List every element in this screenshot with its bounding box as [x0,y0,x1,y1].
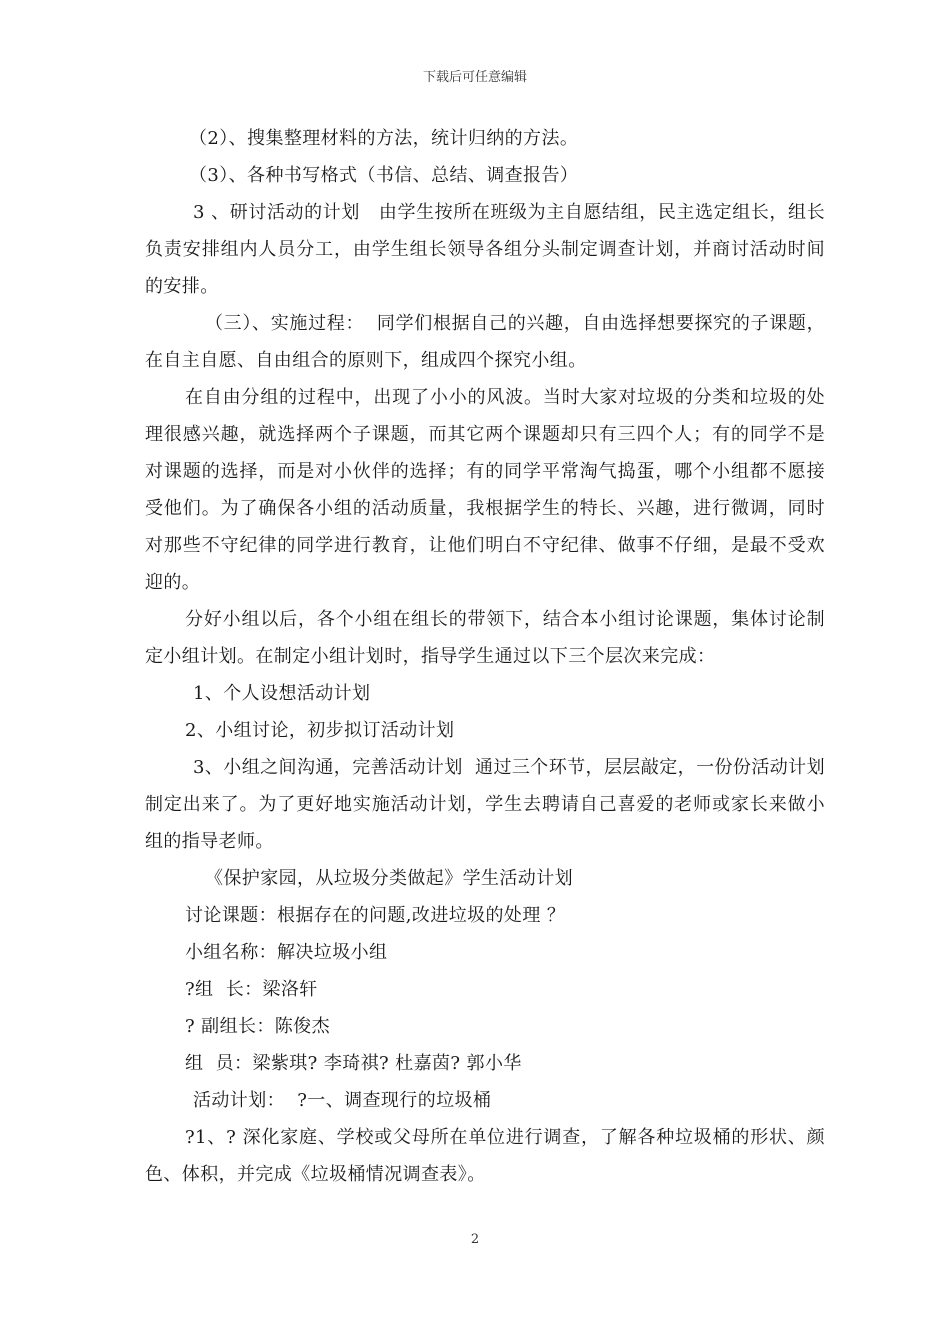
plan-leader: ?组 长：梁洛轩 [185,979,318,1000]
page-number: 2 [470,1232,480,1247]
plan-vice-leader: ? 副组长：陈俊杰 [185,1016,330,1037]
paragraph-group-plan: 分好小组以后，各个小组在组长的带领下，结合本小组讨论课题，集体讨论制定小组计划。在制定小组计划时，指导学生通过以下三个层次来完成： [145,609,825,667]
paragraph-grouping: 在自由分组的过程中，出现了小小的风波。当时大家对垃圾的分类和垃圾的处理很感兴趣，就选择两个子课题，而其它两个课题却只有三四个人；有的同学不是对课题的选择，而是对小伙伴的选择；有的同学平常淘气捣蛋，哪个小组都不愿接受他们。为了确保各小组的活动质量，我根据学生的特长、兴趣，进行微调，同时对那些不守纪律的同学进行教育，让他们明白不守纪律、做事不仔细，是最不受欢迎的。 [145,387,825,593]
plan-title: 《保护家园，从垃圾分类做起》学生活动计划 [205,868,573,889]
document-body [145,120,825,1193]
list-item-step-2: 2、小组讨论，初步拟订活动计划 [185,720,455,741]
page-header: 下载后可任意编辑 [422,70,527,85]
plan-group-name: 小组名称：解决垃圾小组 [185,942,388,963]
paragraph-formats: （3）、各种书写格式（书信、总结、调查报告） [189,165,579,186]
list-item-step-1: 1、个人设想活动计划 [193,683,371,704]
plan-topic: 讨论课题：根据存在的问题,改进垃圾的处理 ？ [185,905,566,926]
plan-activity-step-1: ?1、? 深化家庭、学校或父母所在单位进行调查，了解各种垃圾桶的形状、颜色、体积，并完成《垃圾桶情况调查表》。 [145,1127,825,1185]
paragraph-plan-discussion: 3 、研讨活动的计划 由学生按所在班级为主自愿结组，民主选定组长，组长负责安排组内人员分工，由学生组长领导各组分头制定调查计划，并商讨活动时间的安排。 [145,202,825,297]
paragraph-methods: （2）、搜集整理材料的方法，统计归纳的方法。 [189,128,579,149]
list-item-step-3: 3、小组之间沟通，完善活动计划 通过三个环节，层层敲定，一份份活动计划制定出来了。为了更好地实施活动计划，学生去聘请自己喜爱的老师或家长来做小组的指导老师。 [145,757,825,852]
plan-members: 组 员：梁紫琪? 李琦祺? 杜嘉茵? 郭小华 [185,1053,522,1074]
plan-activity: 活动计划： ?一、调查现行的垃圾桶 [193,1090,492,1111]
paragraph-implementation: （三）、实施过程： 同学们根据自己的兴趣，自由选择想要探究的子课题，在自主自愿、自由组合的原则下，组成四个探究小组。 [145,313,825,371]
